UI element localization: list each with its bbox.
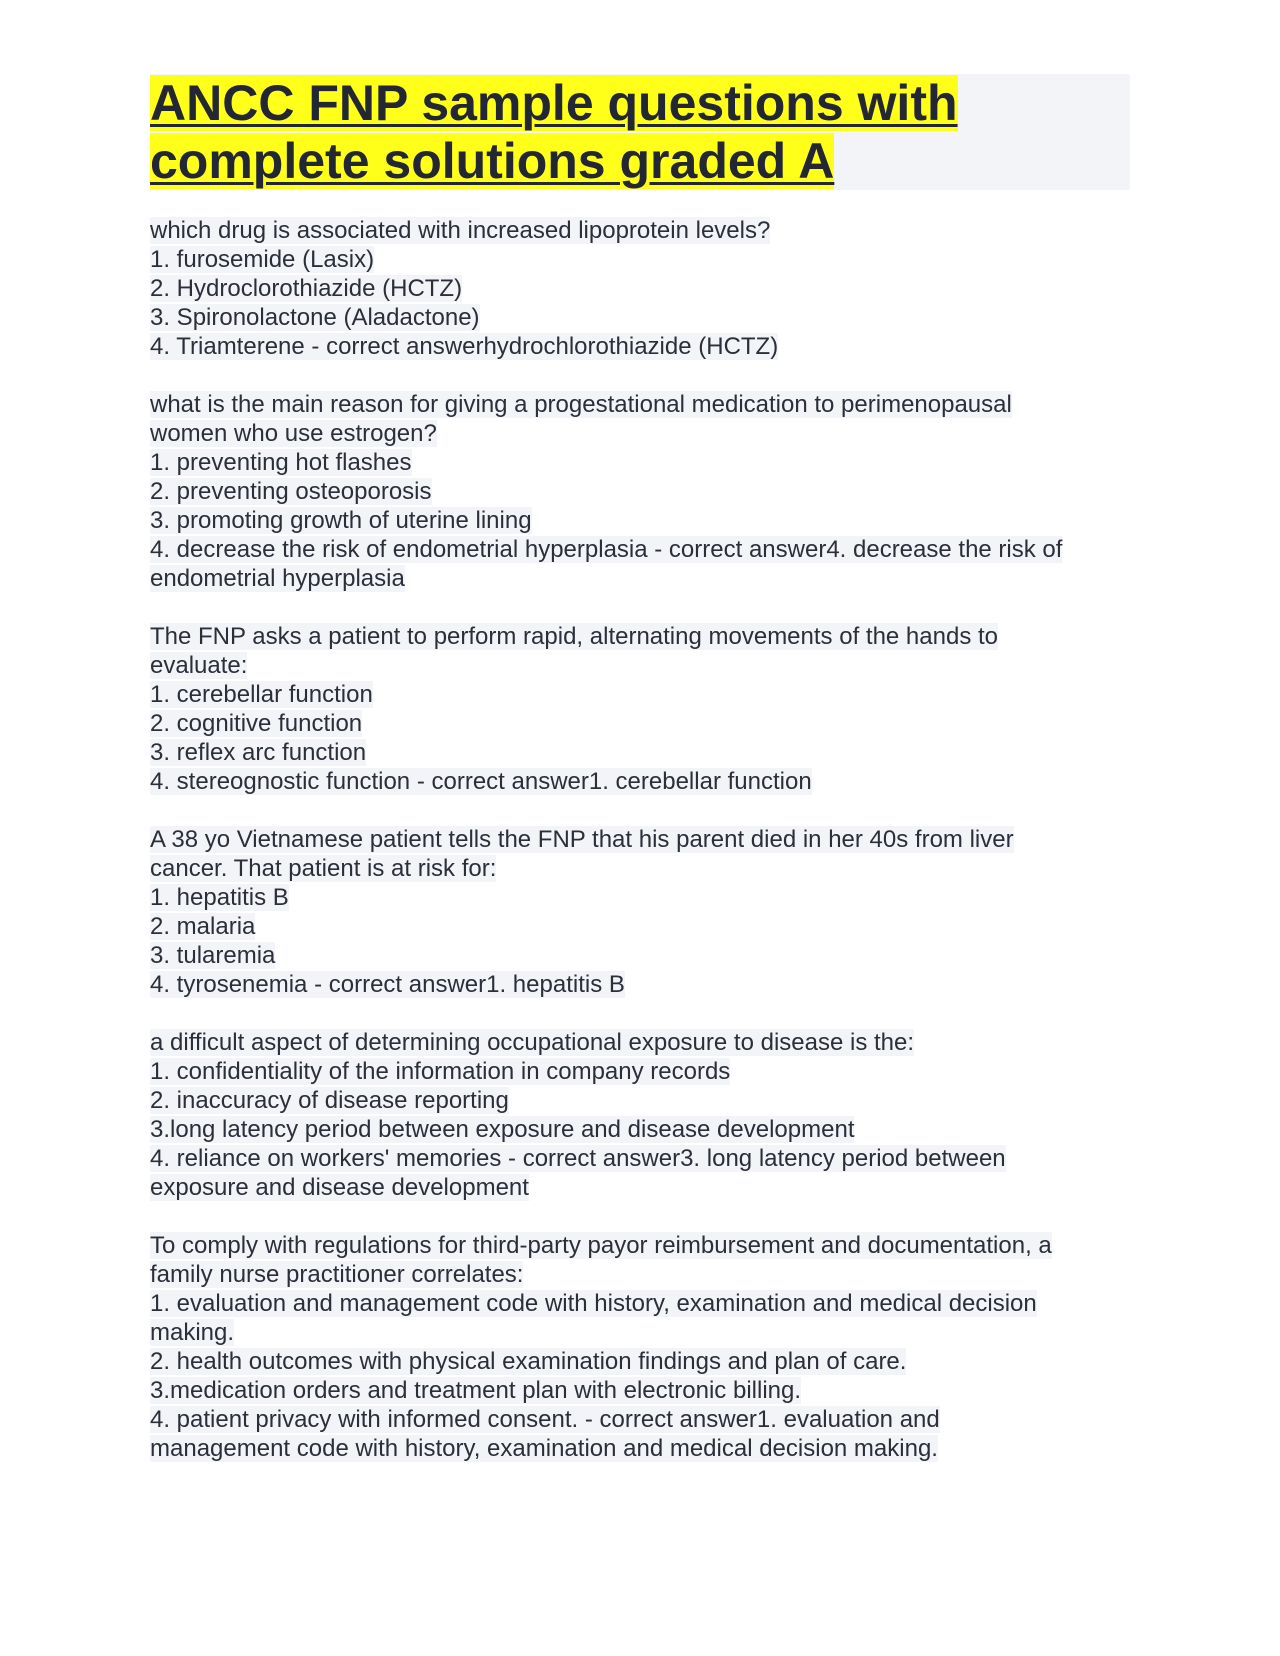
answer-option-with-solution: 4. stereognostic function - correct answer1. cerebellar function — [150, 768, 812, 795]
question-text: what is the main reason for giving a progestational medication to perimenopausal — [150, 391, 1012, 418]
answer-option: 3.medication orders and treatment plan with electronic billing. — [150, 1377, 802, 1404]
answer-option-with-solution: exposure and disease development — [150, 1174, 529, 1201]
question-text: evaluate: — [150, 652, 248, 679]
answer-option: making. — [150, 1319, 235, 1346]
question-text: cancer. That patient is at risk for: — [150, 855, 497, 882]
question-text: family nurse practitioner correlates: — [150, 1261, 524, 1288]
document-page — [150, 74, 1130, 1492]
title-highlight: ANCC FNP sample questions with — [150, 75, 958, 131]
answer-option-with-solution: endometrial hyperplasia — [150, 565, 405, 592]
question-text: The FNP asks a patient to perform rapid, alternating movements of the hands to — [150, 623, 999, 650]
question-text: To comply with regulations for third-party payor reimbursement and documentation, a — [150, 1232, 1052, 1259]
question-block — [150, 622, 1130, 796]
question-text: which drug is associated with increased lipoprotein levels? — [150, 217, 771, 244]
question-block — [150, 1231, 1130, 1463]
answer-option: 3. Spironolactone (Aladactone) — [150, 304, 480, 331]
answer-option: 3. reflex arc function — [150, 739, 367, 766]
answer-option-with-solution: 4. reliance on workers' memories - correct answer3. long latency period between — [150, 1145, 1006, 1172]
answer-option: 1. hepatitis B — [150, 884, 289, 911]
answer-option-with-solution: 4. Triamterene - correct answerhydrochlorothiazide (HCTZ) — [150, 333, 779, 360]
answer-option: 1. furosemide (Lasix) — [150, 246, 375, 273]
answer-option: 2. health outcomes with physical examination findings and plan of care. — [150, 1348, 907, 1375]
answer-option: 2. malaria — [150, 913, 256, 940]
answer-option: 2. Hydroclorothiazide (HCTZ) — [150, 275, 463, 302]
answer-option: 3.long latency period between exposure and disease development — [150, 1116, 855, 1143]
document-title — [150, 74, 1130, 190]
title-line — [150, 74, 1130, 132]
question-block — [150, 1028, 1130, 1202]
answer-option: 3. tularemia — [150, 942, 276, 969]
answer-option: 3. promoting growth of uterine lining — [150, 507, 532, 534]
title-highlight: complete solutions graded A — [150, 133, 835, 189]
question-text: A 38 yo Vietnamese patient tells the FNP that his parent died in her 40s from liver — [150, 826, 1014, 853]
answer-option: 2. inaccuracy of disease reporting — [150, 1087, 509, 1114]
answer-option: 2. cognitive function — [150, 710, 363, 737]
answer-option-with-solution: 4. decrease the risk of endometrial hyperplasia - correct answer4. decrease the risk of — [150, 536, 1063, 563]
question-text: women who use estrogen? — [150, 420, 437, 447]
answer-option: 2. preventing osteoporosis — [150, 478, 432, 505]
question-block — [150, 216, 1130, 361]
question-block — [150, 825, 1130, 999]
question-block — [150, 390, 1130, 593]
answer-option: 1. confidentiality of the information in company records — [150, 1058, 731, 1085]
question-text: a difficult aspect of determining occupational exposure to disease is the: — [150, 1029, 915, 1056]
answer-option-with-solution: management code with history, examination and medical decision making. — [150, 1435, 938, 1462]
answer-option: 1. cerebellar function — [150, 681, 373, 708]
title-line — [150, 132, 1130, 190]
answer-option: 1. evaluation and management code with history, examination and medical decision — [150, 1290, 1037, 1317]
answer-option-with-solution: 4. patient privacy with informed consent. - correct answer1. evaluation and — [150, 1406, 940, 1433]
answer-option: 1. preventing hot flashes — [150, 449, 412, 476]
answer-option-with-solution: 4. tyrosenemia - correct answer1. hepatitis B — [150, 971, 625, 998]
